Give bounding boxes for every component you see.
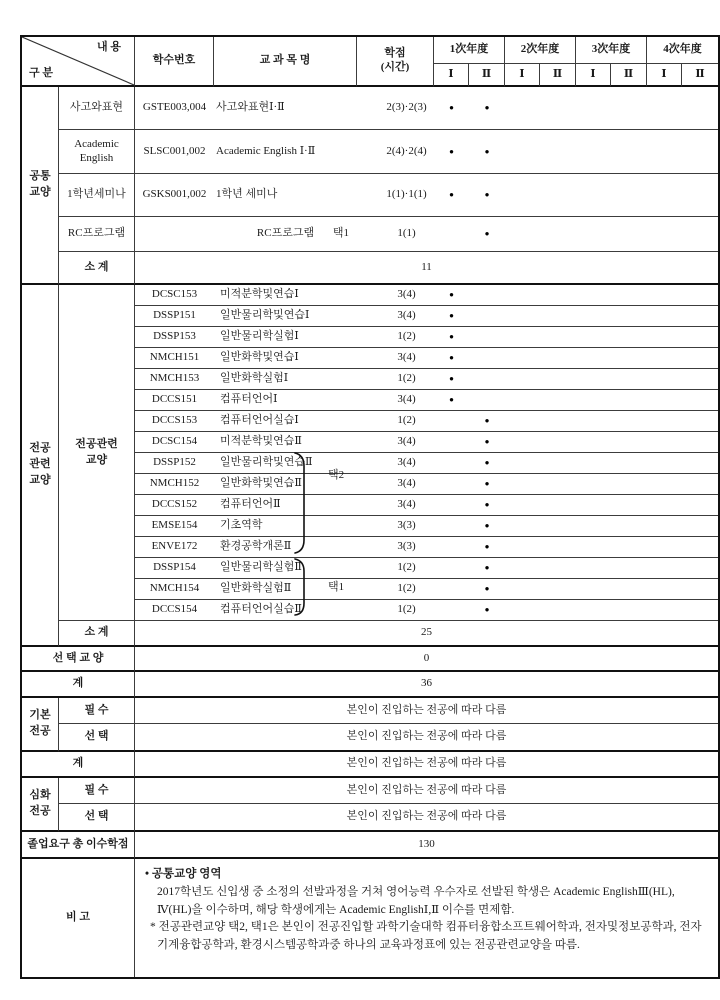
course-title: 일반화학실험Ⅱ [214,579,357,600]
subtotal-value: 11 [135,252,718,285]
empty-dot-cells [505,579,718,600]
course-credit: 3(4) [357,348,434,369]
selective-liberal-row [22,647,718,672]
course-credit: 3(3) [357,516,434,537]
header-credit-line2: (시간) [380,61,410,73]
common-row-rc [22,217,718,252]
course-code: NMCH152 [135,474,214,495]
course-credit: 3(4) [357,390,434,411]
empty-dot-cells [505,348,718,369]
y1-s1-dot-cell [434,474,469,495]
course-code: DCCS152 [135,495,214,516]
y1-s2-dot-cell [469,369,505,390]
course-credit: 1(2) [357,600,434,621]
course-title: 일반물리학및연습Ⅰ [214,306,357,327]
course-code: DSSP153 [135,327,214,348]
y1-s1-dot-cell [434,217,469,252]
course-code: DSSP154 [135,558,214,579]
corner-label-content: 내 용 [96,41,121,53]
total-row-2 [22,752,718,778]
select-1-label: 택1 [328,581,345,593]
course-row [22,285,718,306]
course-title: 기초역학 [214,516,357,537]
subtotal-value: 25 [135,621,718,647]
y1-s1-dot-cell [434,558,469,579]
course-title: 1학년 세미나 [214,174,357,217]
section-label-common: 공통 교양 [22,87,59,285]
header-row-years [22,37,718,64]
empty-dot-cells [505,327,718,348]
y1-s1-dot-cell: ● [434,306,469,327]
course-credit: 2(4)·2(4) [357,130,434,174]
course-code: NMCH154 [135,579,214,600]
elective-value: 본인이 진입하는 전공에 따라 다름 [135,804,718,832]
total-label: 계 [22,672,135,698]
note-title-line: • 공통교양 영역 [145,868,222,880]
total-value: 본인이 진입하는 전공에 따라 다름 [135,752,718,778]
y1-s2-dot-cell [469,327,505,348]
section-label-basic-major: 기본 전공 [22,698,59,752]
course-credit: 3(4) [357,285,434,306]
selective-value: 0 [135,647,718,672]
header-y4-s1: Ⅰ [647,64,682,87]
y1-s2-dot-cell: ● [469,217,505,252]
required-value: 본인이 진입하는 전공에 따라 다름 [135,698,718,724]
header-year-4: 4次年度 [647,37,718,64]
note-line-1: 2017학년도 신입생 중 소정의 선발과정을 거쳐 영어능력 우수자로 선발된 학생은 Academic EnglishⅢ(HL), Ⅳ(HL)을 이수하며, 해당 학생에게는 Academic EnglishⅠ,Ⅱ 이수를 면제함. [157,885,675,916]
empty-dot-cells [505,495,718,516]
empty-dot-cells [505,285,718,306]
category-cell: RC프로그램 [59,217,135,252]
corner-label-category: 구 분 [29,67,54,80]
y1-s1-dot-cell: ● [434,348,469,369]
course-credit: 1(2) [357,579,434,600]
empty-dot-cells [505,411,718,432]
required-label: 필 수 [59,698,135,724]
y1-s2-dot-cell: ● [469,474,505,495]
empty-dot-cells [505,217,718,252]
course-code: GSTE003,004 [135,87,214,130]
course-title: 일반화학및연습Ⅱ [214,474,357,495]
empty-dot-cells [505,432,718,453]
y1-s2-dot-cell [469,306,505,327]
remarks-row [22,859,718,977]
y1-s1-dot-cell: ● [434,174,469,217]
course-credit: 3(4) [357,432,434,453]
graduation-credits-row [22,832,718,859]
elective-value: 본인이 진입하는 전공에 따라 다름 [135,724,718,752]
header-year-2: 2次年度 [505,37,576,64]
select-1-label: 택1 [332,227,349,240]
y1-s2-dot-cell: ● [469,516,505,537]
course-title: 미적분학및연습Ⅱ [214,432,357,453]
course-title: 일반화학및연습Ⅰ [214,348,357,369]
category-cell: Academic English [59,130,135,174]
course-code: SLSC001,002 [135,130,214,174]
header-y1-s1: Ⅰ [434,64,469,87]
section-label-advanced-major: 심화 전공 [22,778,59,832]
advanced-major-required-row [22,778,718,804]
course-code: EMSE154 [135,516,214,537]
header-credit [357,37,434,87]
course-title: 일반물리학및연습Ⅱ [214,453,357,474]
select-2-label: 택2 [328,469,345,481]
y1-s2-dot-cell: ● [469,495,505,516]
empty-dot-cells [505,369,718,390]
y1-s1-dot-cell: ● [434,87,469,130]
course-title: 일반화학실험Ⅰ [214,369,357,390]
selective-label: 선 택 교 양 [22,647,135,672]
empty-dot-cells [505,558,718,579]
y1-s1-dot-cell [434,495,469,516]
empty-dot-cells [505,87,718,130]
bullet-icon: • [145,868,150,880]
y1-s1-dot-cell [434,537,469,558]
course-credit: 1(1)·1(1) [357,174,434,217]
subtotal-label: 소 계 [59,252,135,285]
graduation-value: 130 [135,832,718,859]
y1-s1-dot-cell [434,453,469,474]
course-credit: 1(2) [357,411,434,432]
course-credit: 3(3) [357,537,434,558]
y1-s1-dot-cell: ● [434,285,469,306]
common-row-3 [22,174,718,217]
course-credit: 1(2) [357,327,434,348]
note-line-2: * 전공관련교양 택2, 택1은 본인이 전공진입할 과학기술대학 컴퓨터융합소프트웨어학과, 전자및정보공학과, 전자기계융합공학과, 환경시스템공학과중 하나의 교육과정표에 있는 전공관련교양을 따름. [150,921,702,952]
major-subtotal-row [22,621,718,647]
y1-s1-dot-cell: ● [434,327,469,348]
y1-s2-dot-cell: ● [469,87,505,130]
y1-s2-dot-cell [469,390,505,411]
course-title: 컴퓨터언어Ⅱ [214,495,357,516]
course-credit: 3(4) [357,453,434,474]
course-code [135,217,214,252]
course-code: DCSC154 [135,432,214,453]
y1-s2-dot-cell: ● [469,579,505,600]
course-code: DCCS151 [135,390,214,411]
y1-s1-dot-cell [434,516,469,537]
total-row [22,672,718,698]
empty-dot-cells [505,453,718,474]
elective-label: 선 택 [59,724,135,752]
course-title: RC프로그램 택1 [214,217,357,252]
section-label-major-related: 전공 관련 교양 [22,285,59,647]
header-course-code: 학수번호 [135,37,214,87]
header-y1-s2: Ⅱ [469,64,505,87]
subtotal-label: 소 계 [59,621,135,647]
y1-s1-dot-cell: ● [434,369,469,390]
category-cell: 사고와표현 [59,87,135,130]
remarks-label: 비 고 [22,859,135,977]
course-credit: 3(4) [357,474,434,495]
y1-s1-dot-cell [434,600,469,621]
y1-s1-dot-cell [434,579,469,600]
required-value: 본인이 진입하는 전공에 따라 다름 [135,778,718,804]
basic-major-required-row [22,698,718,724]
y1-s1-dot-cell [434,432,469,453]
empty-dot-cells [505,600,718,621]
course-code: DSSP152 [135,453,214,474]
y1-s2-dot-cell: ● [469,558,505,579]
course-credit: 1(1) [357,217,434,252]
course-code: NMCH153 [135,369,214,390]
remarks-content [135,859,718,977]
common-subtotal-row [22,252,718,285]
header-year-1: 1次年度 [434,37,505,64]
advanced-major-elective-row [22,804,718,832]
course-code: DCCS153 [135,411,214,432]
y1-s2-dot-cell: ● [469,130,505,174]
course-title: 컴퓨터언어Ⅰ [214,390,357,411]
course-title: 일반물리학실험Ⅰ [214,327,357,348]
course-code: NMCH151 [135,348,214,369]
empty-dot-cells [505,306,718,327]
header-year-3: 3次年度 [576,37,647,64]
header-y2-s2: Ⅱ [540,64,576,87]
course-code: DSSP151 [135,306,214,327]
course-title: 환경공학개론Ⅱ [214,537,357,558]
empty-dot-cells [505,130,718,174]
course-code: GSKS001,002 [135,174,214,217]
header-y4-s2: Ⅱ [682,64,718,87]
header-y3-s2: Ⅱ [611,64,647,87]
required-label: 필 수 [59,778,135,804]
y1-s1-dot-cell: ● [434,130,469,174]
total-label: 계 [22,752,135,778]
y1-s2-dot-cell: ● [469,174,505,217]
basic-major-elective-row [22,724,718,752]
course-credit: 1(2) [357,558,434,579]
course-code: ENVE172 [135,537,214,558]
y1-s2-dot-cell [469,285,505,306]
header-y3-s1: Ⅰ [576,64,611,87]
y1-s2-dot-cell: ● [469,600,505,621]
y1-s2-dot-cell: ● [469,411,505,432]
common-row-2 [22,130,718,174]
empty-dot-cells [505,474,718,495]
curriculum-table [20,35,720,979]
course-credit: 3(4) [357,306,434,327]
category-cell: 1학년세미나 [59,174,135,217]
empty-dot-cells [505,390,718,411]
common-row-1 [22,87,718,130]
y1-s2-dot-cell: ● [469,537,505,558]
course-code: DCSC153 [135,285,214,306]
course-title: 일반물리학실험Ⅱ [214,558,357,579]
course-credit: 2(3)·2(3) [357,87,434,130]
total-value: 36 [135,672,718,698]
y1-s1-dot-cell: ● [434,390,469,411]
empty-dot-cells [505,516,718,537]
course-title: 사고와표현Ⅰ·Ⅱ [214,87,357,130]
course-credit: 1(2) [357,369,434,390]
y1-s1-dot-cell [434,411,469,432]
course-title: 컴퓨터언어실습Ⅰ [214,411,357,432]
course-code: DCCS154 [135,600,214,621]
y1-s2-dot-cell: ● [469,432,505,453]
y1-s2-dot-cell [469,348,505,369]
elective-label: 선 택 [59,804,135,832]
course-title: 미적분학및연습Ⅰ [214,285,357,306]
corner-header-cell [22,37,135,87]
header-credit-line1: 학점 [384,47,406,60]
course-credit: 3(4) [357,495,434,516]
course-title: Academic English Ⅰ·Ⅱ [214,130,357,174]
category-major-related: 전공관련 교양 [59,285,135,621]
y1-s2-dot-cell: ● [469,453,505,474]
header-y2-s1: Ⅰ [505,64,540,87]
empty-dot-cells [505,537,718,558]
header-course-title: 교 과 목 명 [214,37,357,87]
course-title: 컴퓨터언어실습Ⅱ [214,600,357,621]
empty-dot-cells [505,174,718,217]
graduation-label: 졸업요구 총 이수학점 [22,832,135,859]
